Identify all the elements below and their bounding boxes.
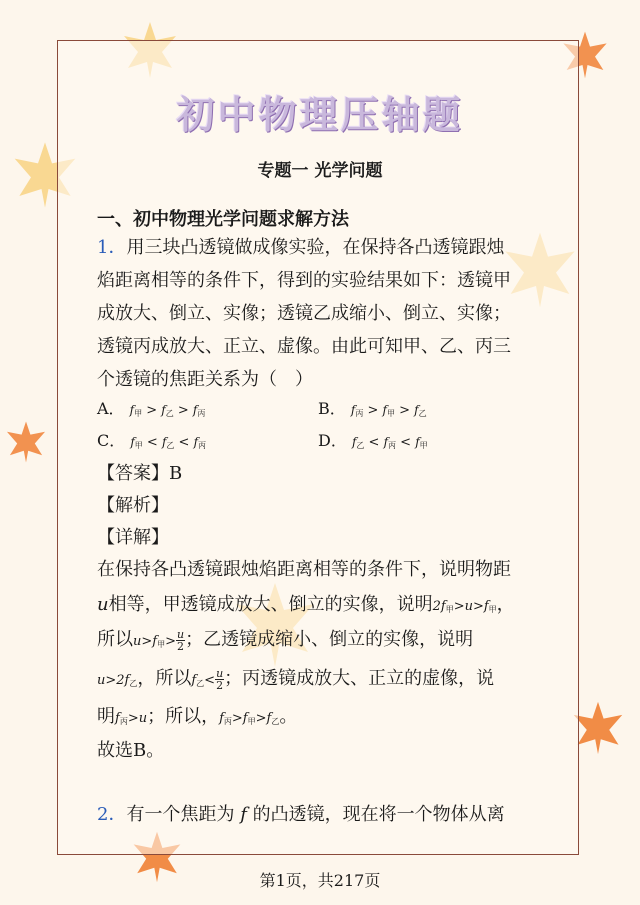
page-title: 初中物理压轴题	[176, 92, 464, 137]
option-d[interactable]: D． $f_乙 < f_丙 < f_甲$	[318, 431, 428, 450]
page-footer: 第1页，共217页	[259, 871, 381, 890]
q1-line-5: 个透镜的焦距关系为（ ）	[97, 369, 313, 390]
section-heading: 一、初中物理光学问题求解方法	[97, 209, 349, 230]
solution-line-2: u相等，甲透镜成放大、倒立的实像，说明$2f_甲>u>f_甲$，	[97, 594, 515, 615]
option-a[interactable]: A． $f_甲 > f_乙 > f_丙$	[97, 399, 206, 418]
solution-line-1: 在保持各凸透镜跟烛焰距离相等的条件下，说明物距	[97, 559, 511, 580]
detail-label: 【详解】	[97, 527, 169, 548]
option-b[interactable]: B． $f_丙 > f_甲 > f_乙$	[318, 399, 427, 418]
q1-line-4: 透镜丙成放大、正立、虚像。由此可知甲、乙、丙三	[97, 336, 511, 357]
q2-line-1: 2．有一个焦距为 f 的凸透镜，现在将一个物体从离	[97, 804, 505, 825]
analysis-label: 【解析】	[97, 495, 169, 516]
solution-line-6: 故选B。	[97, 740, 165, 761]
q1-line-2: 焰距离相等的条件下，得到的实验结果如下：透镜甲	[97, 270, 511, 291]
solution-line-3: 所以$u>f_甲>$ $\frac{u}{2}$ ；乙透镜成缩小、倒立的实像，说明	[97, 627, 474, 653]
maple-leaf-decoration-3	[4, 420, 48, 464]
q1-line-3: 成放大、倒立、实像；透镜乙成缩小、倒立、实像；	[97, 303, 511, 324]
q2-number: 2．	[97, 804, 127, 825]
q1-number: 1．	[97, 237, 127, 258]
fraction-u-over-2: $\frac{u}{2}$	[216, 666, 224, 692]
option-c[interactable]: C． $f_甲 < f_乙 < f_丙$	[97, 431, 207, 450]
topic-subtitle: 专题一 光学问题	[257, 161, 383, 181]
fraction-u-over-2: $\frac{u}{2}$	[176, 627, 185, 653]
solution-line-4: $u>2f_乙$，所以$f_乙<$ $\frac{u}{2}$ ；丙透镜成放大、正立的虚像，说	[97, 666, 495, 692]
solution-line-5: 明$f_丙>u$；所以，$f_丙>f_甲>f_乙$。	[97, 706, 298, 727]
q1-line-1: 1．用三块凸透镜做成像实验，在保持各凸透镜跟烛	[97, 237, 505, 258]
answer-label: 【答案】B	[97, 463, 183, 484]
